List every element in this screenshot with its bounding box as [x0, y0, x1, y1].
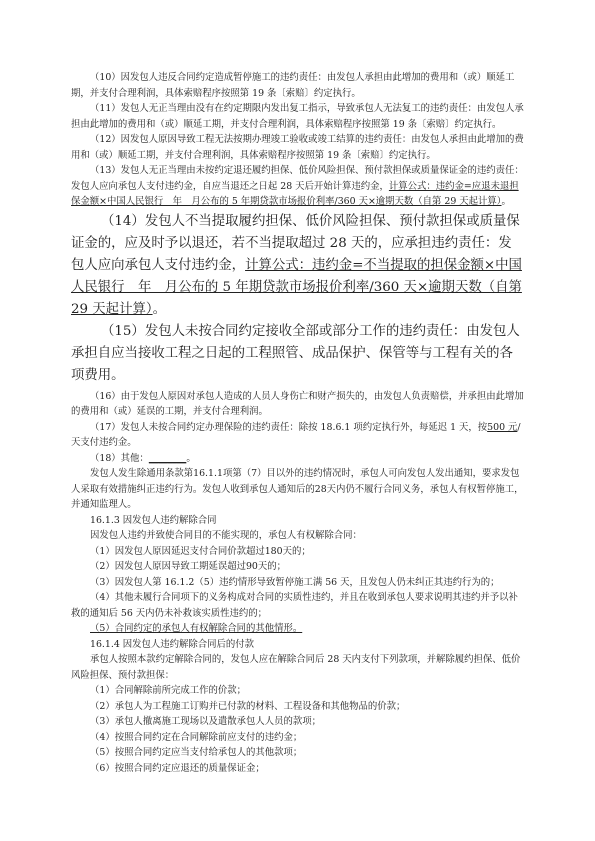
section-16-1-4-intro: 承包人按照本款约定解除合同的，发包人应在解除合同后 28 天内支付下列款项，并解除履约担保、低价风险担保、预付款担保： [71, 654, 521, 681]
clause-14 [71, 211, 524, 321]
clause-18-end: 。 [186, 452, 196, 464]
payment-item-6: （6）按照合同约定应退还的质量保证金； [90, 762, 265, 774]
clause-18-blank: ________ [148, 452, 187, 464]
section-16-1-3-heading: 16.1.3 因发包人违约解除合同 [90, 514, 217, 526]
clause-10: （10）因发包人违反合同约定造成暂停施工的违约责任：由发包人承担由此增加的费用和（或）顺延工期，并支付合理利润，具体索赔程序按照第 19 条〔索赔〕约定执行。 [71, 72, 515, 99]
clause-14-text: （14）发包人不当提取履约担保、低价风险担保、预付款担保或质量保证金的，应及时予以退还，若不当提取超过 28 天的，应承担违约责任：发包人应向承包人支付违约金， [71, 213, 520, 273]
clause-13-formula: 计算公式：违约金=应退未退担保金额×中国人民银行 年 月公布的 5 年期贷款市场报价利率/360 天×逾期天数（自第 29 天起计算） [71, 180, 519, 207]
termination-item-5: （5）合同约定的承包人有权解除合同的其他情形。 [90, 623, 303, 634]
payment-item-1: （1）合同解除前所完成工作的价款； [90, 685, 246, 696]
termination-item-3: （3）因发包人第 16.1.2（5）违约情形导致暂停施工满 56 天，且发包人仍未纠正其违约行为的； [90, 576, 500, 588]
section-16-1-4-heading: 16.1.4 因发包人违约解除合同后的付款 [90, 638, 255, 650]
clause-13-text: （13）发包人无正当理由未按约定退还履约担保、低价风险担保、预付款担保或质量保证金的违约责任：发包人应向承包人支付违约金，自应当退还之日起 28 天后开始计算违约金， [71, 165, 524, 192]
clause-15: （15）发包人未按合同约定接收全部或部分工作的违约责任：由发包人承担自应当接收工程之日起的工程照管、成品保护、保管等与工程有关的各项费用。 [71, 323, 520, 383]
termination-item-2: （2）因发包人原因导致工期延误超过90天的； [90, 561, 287, 572]
clause-18 [71, 451, 524, 467]
clause-13 [71, 163, 524, 210]
section-16-1-3-intro: 因发包人违约并致使合同目的不能实现的，承包人有权解除合同： [90, 530, 362, 541]
payment-item-5: （5）按照合同约定应当支付给承包人的其他款项； [90, 747, 303, 758]
clause-16: （16）由于发包人原因对承包人造成的人员人身伤亡和财产损失的，由发包人负责赔偿，并承担由此增加的费用和（或）延误的工期，并支付合理利润。 [71, 390, 524, 417]
clause-13-end: 。 [501, 196, 511, 207]
clause-12: （12）因发包人原因导致工程无法按期办理竣工验收或竣工结算的违约责任：由发包人承担由此增加的费用和（或）顺延工期，并支付合理利润，具体索赔程序按照第 19 条〔索赔〕约定执行。 [71, 134, 524, 161]
termination-item-1: （1）因发包人原因延迟支付合同价款超过180天的； [90, 545, 311, 557]
clause-17 [71, 420, 524, 451]
clause-14-end: 。 [152, 301, 166, 317]
clause-14-formula: 计算公式：违约金=不当提取的担保金额×中国人民银行 年 月公布的 5 年期贷款市场报价利率/360 天×逾期天数（自第 29 天起计算） [71, 257, 522, 317]
contract-text [71, 70, 524, 776]
clause-11: （11）发包人无正当理由没有在约定期限内发出复工指示，导致承包人无法复工的违约责任：由发包人承担由此增加的费用和（或）顺延工期，并支付合理利润，具体索赔程序按照第 19 条〔索赔〕约定执行。 [71, 103, 524, 130]
clause-17-text: （17）发包人未按合同约定办理保险的违约责任：除按 18.6.1 项约定执行外，每延迟 1 天，按 [90, 421, 488, 433]
large-clauses [71, 211, 524, 387]
breach-notice: 发包人发生除通用条款第16.1.1项第（7）目以外的违约情况时，承包人可向发包人发出通知，要求发包人采取有效措施纠正违约行为。发包人收到承包人通知后的28天内仍不履行合同义务，承包人有权暂停施工，并通知监理人。 [71, 468, 524, 510]
clause-17-end: /天支付违约金。 [71, 421, 521, 448]
clause-17-amount: 500 元 [487, 421, 518, 433]
termination-item-4: （4）其他未履行合同项下的义务构成对合同的实质性违约，并且在收到承包人要求说明其违约并予以补救的通知后 56 天内仍未补救该实质性违约的； [71, 592, 518, 619]
clause-18-text: （18）其他： [90, 452, 149, 464]
payment-item-2: （2）承包人为工程施工订购并已付款的材料、工程设备和其他物品的价款； [90, 700, 406, 712]
payment-item-4: （4）按照合同约定在合同解除前应支付的违约金； [90, 731, 303, 743]
payment-item-3: （3）承包人撤离施工现场以及遣散承包人人员的款项； [90, 716, 321, 727]
